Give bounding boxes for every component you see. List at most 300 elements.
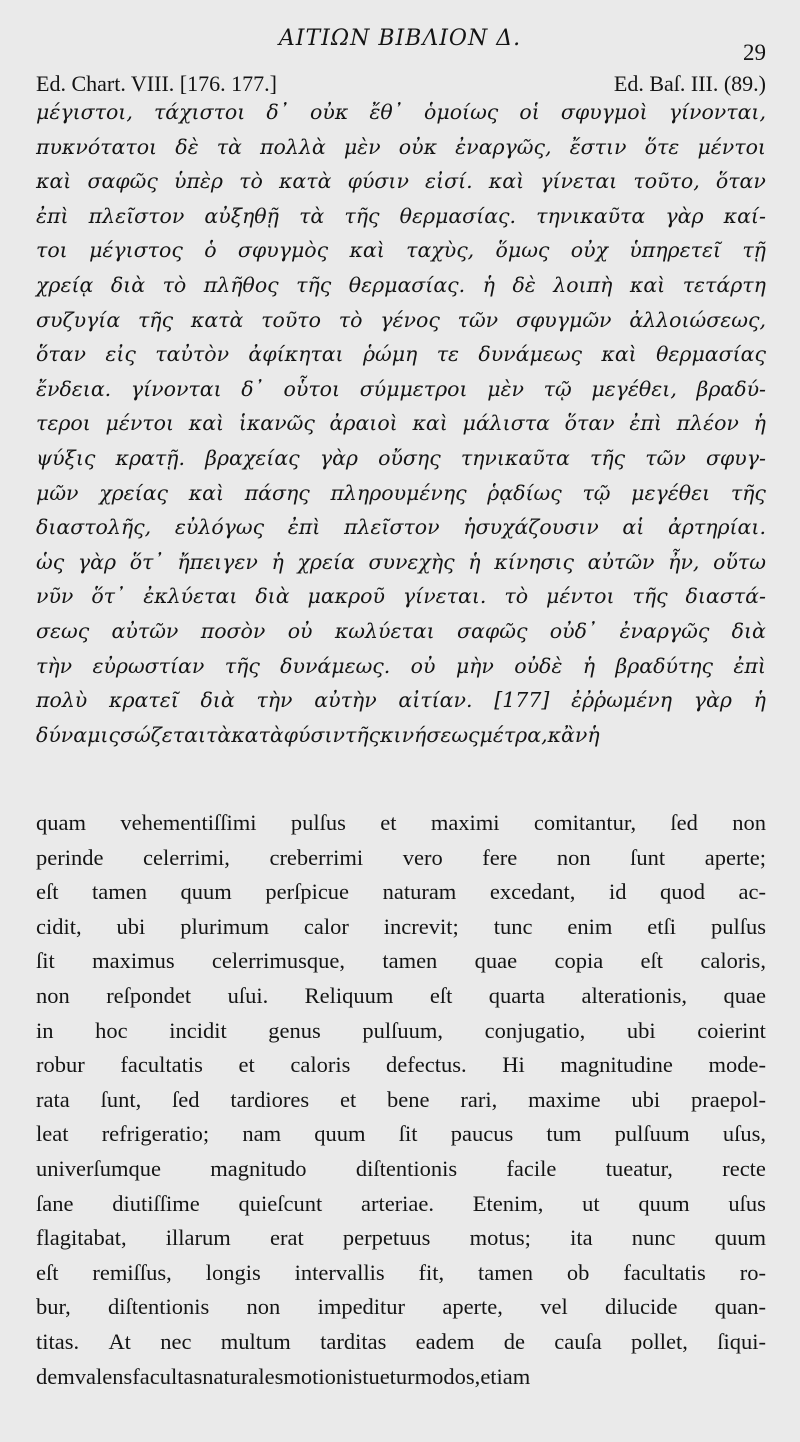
word: genus (268, 1017, 321, 1043)
word: μὲν (487, 376, 525, 401)
word: πολὺ (36, 688, 88, 713)
word: σφυγμῶν (515, 307, 612, 332)
word: ſit (36, 948, 55, 974)
word: in (36, 1017, 54, 1043)
word: δυνάμεως. (280, 653, 391, 678)
word: quam (36, 810, 86, 835)
word: uſus, (722, 1121, 766, 1147)
latin-text-block (36, 810, 766, 1398)
word: τε (436, 342, 460, 367)
word: πλεῖστον (88, 203, 185, 228)
word: quum (180, 879, 232, 905)
word: καὶ (36, 169, 72, 194)
word: εἰσί. (425, 169, 473, 194)
word: οὔσης (378, 445, 441, 470)
word: γένος (380, 307, 440, 332)
word: mode- (708, 1052, 766, 1078)
word: celerrimusque, (211, 948, 345, 974)
word: τῆς (296, 272, 332, 297)
word: βραδύ- (696, 376, 766, 401)
word: ἐῤῥωμένη (571, 688, 672, 713)
word: tamen (92, 879, 148, 905)
word: vero (402, 844, 443, 870)
word: πλῆθος (203, 272, 279, 297)
word: καὶ (488, 169, 525, 194)
word: μέτρα, (479, 722, 548, 747)
word: μέγιστος (89, 238, 183, 263)
word: dem (36, 1363, 75, 1389)
word: diſtentionis (355, 1155, 458, 1181)
word: magnitudo (210, 1155, 307, 1181)
word: θερμασίας (656, 342, 766, 367)
word: πυκνότατοι (36, 134, 158, 159)
word: αἱ (622, 515, 645, 540)
word: ταχὺς, (406, 238, 475, 263)
word: ſit (398, 1121, 418, 1147)
word: οὐκ (310, 100, 349, 124)
word: ac- (738, 879, 766, 905)
word: χρείᾳ (36, 272, 94, 297)
running-title: ΑΙΤΙΩΝ ΒΙΒΛΙΟΝ Δ. (278, 26, 522, 51)
word: τῷ (543, 376, 572, 401)
word: non (556, 844, 591, 870)
word: μέγιστοι, (36, 100, 133, 124)
word: quan- (714, 1294, 766, 1320)
word: ἔνδεια. (36, 376, 112, 401)
edition-reference-chartier: Ed. Chart. VIII. [176. 177.] (36, 71, 277, 96)
greek-line (36, 204, 766, 239)
word: ὅταν (564, 411, 615, 436)
word: magnitudine (560, 1052, 673, 1078)
greek-line (36, 238, 766, 273)
word: univerſumque (36, 1155, 161, 1181)
word: μὲν (343, 134, 381, 159)
latin-line (36, 1191, 766, 1226)
word: μέντοι (105, 411, 175, 436)
word: διὰ (731, 618, 766, 643)
word: καὶ (349, 238, 385, 263)
word: quae (723, 982, 766, 1008)
word: At (108, 1328, 131, 1354)
word: ſunt, (100, 1086, 142, 1112)
word: γὰρ (693, 688, 732, 713)
word: perinde (36, 844, 104, 870)
word: nam (242, 1121, 282, 1147)
word: hoc (95, 1017, 128, 1043)
word: etiam (480, 1363, 531, 1389)
word: illarum (165, 1225, 231, 1251)
word: pollet, (631, 1328, 688, 1354)
word: celerrimi, (143, 844, 230, 870)
word: vel (540, 1294, 568, 1320)
word: tarditas (320, 1328, 387, 1354)
word: pulſuum (614, 1121, 690, 1147)
word: quarta (488, 982, 546, 1008)
word: cidit, (36, 913, 82, 939)
word: pulſuum, (362, 1017, 444, 1043)
word: leat (36, 1121, 69, 1147)
word: ἡ (468, 549, 481, 574)
word: τηνικαῦτα (536, 203, 646, 228)
word: ſunt (630, 844, 666, 870)
greek-text-block (36, 100, 766, 757)
word: quum (714, 1225, 766, 1251)
latin-line (36, 845, 766, 880)
word: creberrimi (269, 844, 364, 870)
word: τάχιστοι (153, 100, 246, 124)
latin-line (36, 810, 766, 845)
word: τοῦτο (261, 307, 321, 332)
word: καὶ (412, 411, 448, 436)
word: cauſa (554, 1328, 602, 1354)
word: coierint (697, 1017, 766, 1043)
word: recte (722, 1155, 766, 1181)
greek-line (36, 446, 766, 481)
word: bene (387, 1086, 430, 1112)
word: Etenim, (472, 1190, 544, 1216)
word: naturales (202, 1363, 284, 1389)
word: ὅτ᾽ (91, 584, 126, 609)
word: τῆς (632, 584, 668, 609)
word: [177] (494, 688, 550, 713)
word: ἡσυχάζουσιν (463, 515, 599, 540)
word: quieſcunt (238, 1190, 323, 1216)
word: κίνησις (494, 549, 574, 574)
word: ἀραιοὶ (329, 411, 398, 436)
latin-line (36, 1294, 766, 1329)
word: praepol- (691, 1086, 766, 1112)
word: τὰ (206, 722, 232, 747)
word: perpetuus (342, 1225, 431, 1251)
word: καί- (723, 203, 766, 228)
word: bur, (36, 1294, 71, 1320)
word: facultatis (623, 1259, 706, 1285)
word: διὰ (110, 272, 146, 297)
word: δὲ (512, 272, 536, 297)
word: οὐ (410, 653, 436, 678)
word: νῦν (36, 584, 74, 609)
word: εἰς (105, 342, 136, 367)
word: tuetur (362, 1363, 415, 1389)
word: τὴν (256, 688, 293, 713)
word: aperte, (442, 1294, 503, 1320)
word: id (608, 879, 627, 905)
word: uſus (728, 1190, 766, 1216)
word: βραχείας (205, 445, 300, 470)
word: ſane (36, 1190, 74, 1216)
word: τὸ (239, 169, 263, 194)
greek-line (36, 654, 766, 689)
word: increvit; (383, 913, 459, 939)
word: αὐτῶν (587, 549, 655, 574)
word: καὶ (188, 480, 225, 505)
word: οἱ (519, 100, 540, 124)
word: plurimum (180, 913, 269, 939)
word: ὅμως (495, 238, 550, 263)
word: καὶ (601, 342, 637, 367)
word: οὐχ (570, 238, 608, 263)
word: θερμασίας. (348, 272, 466, 297)
word: εὐρωστίαν (92, 653, 205, 678)
word: διαστολῆς, (36, 515, 152, 540)
word: naturam (382, 879, 457, 905)
word: ἦν, (668, 549, 700, 574)
word: enim (567, 913, 613, 939)
word: πολλὰ (260, 134, 326, 159)
word: ἀφίκηται (248, 342, 344, 367)
latin-line (36, 1018, 766, 1053)
word: diſtentionis (108, 1294, 210, 1320)
word: fere (482, 844, 518, 870)
word: αἰτίαν. (398, 688, 473, 713)
word: tueatur, (605, 1155, 673, 1181)
word: ἐναργῶς (619, 618, 710, 643)
word: πληρουμένης (330, 480, 467, 505)
word: valens (74, 1363, 133, 1389)
word: οὐκ (398, 134, 438, 159)
word: τῆς (590, 445, 626, 470)
word: excedant, (489, 879, 576, 905)
word: οὐδ᾽ (549, 618, 598, 643)
word: γίνεται. (402, 584, 487, 609)
word: ἔστιν (569, 134, 627, 159)
latin-line (36, 1225, 766, 1260)
word: aperte; (704, 844, 766, 870)
word: μῶν (36, 480, 79, 505)
word: comitantur, (533, 810, 637, 835)
greek-line (36, 169, 766, 204)
word: σφυγ- (705, 445, 766, 470)
word: μεγέθει (631, 480, 711, 505)
greek-line (36, 135, 766, 170)
greek-line (36, 481, 766, 516)
word: σεως (36, 618, 90, 643)
word: eſt (36, 879, 59, 905)
word: ſed (670, 810, 698, 835)
word: κωλύεται (334, 618, 435, 643)
word: alterationis, (581, 982, 688, 1008)
word: ut (582, 1190, 600, 1216)
word: pulſus (290, 810, 346, 835)
greek-line (36, 723, 766, 758)
word: eſt (640, 948, 664, 974)
greek-line (36, 100, 766, 135)
word: vehementiſſimi (120, 810, 257, 835)
word: robur (36, 1052, 85, 1078)
word: γίνεται (540, 169, 618, 194)
word: non (732, 810, 766, 835)
word: tamen (478, 1259, 534, 1285)
word: χρείας (99, 480, 169, 505)
word: μέντοι (546, 584, 615, 609)
word: ὅταν (715, 169, 766, 194)
word: τῆς (137, 307, 174, 332)
word: nec (160, 1328, 192, 1354)
greek-line (36, 515, 766, 550)
word: συνεχὴς (368, 549, 455, 574)
word: diutiſſime (112, 1190, 200, 1216)
word: rata (36, 1086, 70, 1112)
word: eſt (36, 1259, 59, 1285)
word: uſui. (227, 982, 269, 1008)
edition-reference-basel: Ed. Baſ. III. (89.) (613, 71, 766, 96)
word: διαστά- (685, 584, 766, 609)
greek-line (36, 308, 766, 343)
word: eſt (429, 982, 453, 1008)
word: ταὐτὸν (155, 342, 230, 367)
word: non (36, 982, 70, 1008)
word: perſpicue (265, 879, 350, 905)
word: τῆς (344, 203, 380, 228)
greek-line (36, 688, 766, 723)
greek-line (36, 377, 766, 412)
word: τῆς (224, 653, 260, 678)
word: copia (554, 948, 604, 974)
word: ſed (172, 1086, 200, 1112)
word: ὁμοίως (424, 100, 499, 124)
word: λοιπὴ (553, 272, 613, 297)
word: ῥώμη (362, 342, 418, 367)
word: οὐδὲ (514, 653, 563, 678)
word: τὴν (36, 653, 73, 678)
word: nunc (631, 1225, 676, 1251)
word: μακροῦ (307, 584, 385, 609)
word: ἤπειγεν (177, 549, 258, 574)
word: μεγέθει, (591, 376, 677, 401)
word: caloris (290, 1052, 351, 1078)
latin-line (36, 948, 766, 983)
word: κρατῇ. (115, 445, 185, 470)
latin-line (36, 1260, 766, 1295)
word: μέντοι (697, 134, 766, 159)
word: ἡ (271, 549, 284, 574)
word: τεροι (36, 411, 91, 436)
word: ἐναργῶς, (455, 134, 552, 159)
word: οὗτοι (283, 376, 341, 401)
word: σφυγμοὶ (560, 100, 648, 124)
word: ὁ (204, 238, 217, 263)
word: ῥᾳδίως (487, 480, 562, 505)
word: δυνάμεως (478, 342, 583, 367)
word: incidit (169, 1017, 227, 1043)
word: ἀρτηρίαι. (667, 515, 766, 540)
latin-line (36, 1156, 766, 1191)
word: κρατεῖ (109, 688, 179, 713)
word: κατὰ (190, 307, 244, 332)
word: κἂν (547, 722, 588, 747)
word: δύναμις (36, 722, 120, 747)
word: tum (546, 1121, 582, 1147)
word: τετάρτη (682, 272, 766, 297)
word: reſpondet (106, 982, 192, 1008)
word: τὰ (299, 203, 325, 228)
word: facile (506, 1155, 557, 1181)
latin-line (36, 1087, 766, 1122)
latin-line (36, 914, 766, 949)
word: σαφῶς (457, 618, 528, 643)
greek-line (36, 273, 766, 308)
word: etſi (647, 913, 677, 939)
word: arteriae. (360, 1190, 435, 1216)
word: χρεία (297, 549, 355, 574)
word: ro- (739, 1259, 766, 1285)
word: ἡ (753, 688, 766, 713)
word: motus; (469, 1225, 531, 1251)
word: pulſus (710, 913, 766, 939)
word: τὸ (338, 307, 363, 332)
greek-line (36, 584, 766, 619)
word: συζυγία (36, 307, 121, 332)
word: non (246, 1294, 281, 1320)
word: ubi (626, 1017, 656, 1043)
word: ὑπηρετεῖ (629, 238, 721, 263)
word: φύσιν (283, 722, 345, 747)
word: quae (474, 948, 518, 974)
word: δὲ (175, 134, 199, 159)
word: σφυγμὸς (237, 238, 329, 263)
word: quum (314, 1121, 366, 1147)
word: maximus (92, 948, 175, 974)
word: γὰρ (77, 549, 117, 574)
word: τὸ (162, 272, 187, 297)
word: τὰ (216, 134, 242, 159)
word: ἐπὶ (629, 411, 662, 436)
word: εὐλόγως (174, 515, 265, 540)
word: conjugatio, (484, 1017, 586, 1043)
word: titas. (36, 1328, 80, 1354)
word: μὴν (455, 653, 494, 678)
word: τοι (36, 238, 68, 263)
latin-line (36, 1052, 766, 1087)
word: longis (205, 1259, 261, 1285)
word: ἀλλοιώσεως, (629, 307, 766, 332)
word: γίνονται (130, 376, 222, 401)
word: ἡ (587, 722, 600, 747)
word: σώζεται (119, 722, 206, 747)
word: ἔθ᾽ (369, 100, 403, 124)
word: Reliquum (304, 982, 394, 1008)
word: διὰ (255, 584, 290, 609)
word: τηνικαῦτα (460, 445, 570, 470)
word: γὰρ (665, 203, 704, 228)
word: multum (220, 1328, 291, 1354)
word: σύμμετροι (359, 376, 468, 401)
word: facultas (132, 1363, 203, 1389)
word: τὸ (504, 584, 529, 609)
word: κινήσεως (380, 722, 480, 747)
word: tardiores (230, 1086, 310, 1112)
word: καὶ (188, 411, 225, 436)
word: de (503, 1328, 525, 1354)
word: τῆς (730, 480, 766, 505)
word: et (339, 1086, 357, 1112)
word: σαφῶς (87, 169, 158, 194)
word: οὕτω (713, 549, 766, 574)
word: eadem (415, 1328, 475, 1354)
word: γίνονται, (668, 100, 766, 124)
latin-line (36, 983, 766, 1018)
word: ὡς (36, 549, 65, 574)
word: ὑπὲρ (174, 169, 223, 194)
latin-line (36, 1364, 766, 1399)
word: ἡ (482, 272, 495, 297)
greek-line (36, 550, 766, 585)
word: ὅτ᾽ (129, 549, 164, 574)
word: defectus. (386, 1052, 467, 1078)
word: αὐξηθῇ (204, 203, 279, 228)
word: μάλιστα (462, 411, 550, 436)
word: maxime (528, 1086, 601, 1112)
